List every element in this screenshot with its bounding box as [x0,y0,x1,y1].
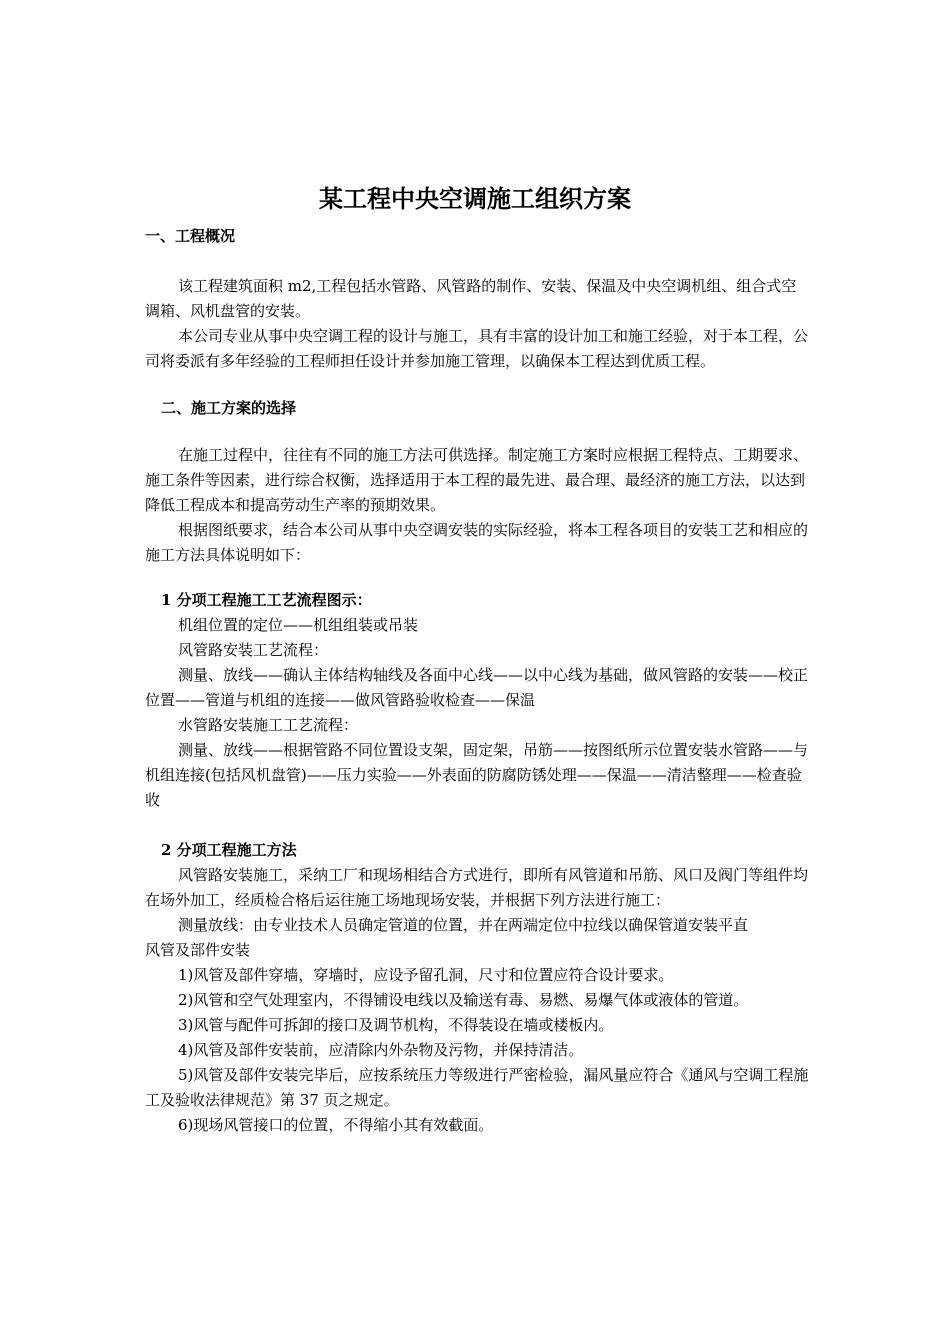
paragraph: 在施工过程中，往往有不同的施工方法可供选择。制定施工方案时应根据工程特点、工期要求、施工条件等因素，进行综合权衡，选择适用于本工程的最先进、最合理、最经济的施工方法，以达到降低工程成本和提高劳动生产率的预期效果。 [145,446,809,514]
subsection-heading-methods: 2 分项工程施工方法 [161,841,297,859]
document-body [145,224,810,1138]
process-line: 风管路安装工艺流程： [178,641,329,659]
section-heading-overview: 一、工程概况 [145,227,236,245]
list-item: 2)风管和空气处理室内，不得铺设电线以及输送有毒、易燃、易爆气体或液体的管道。 [178,991,749,1009]
process-line: 水管路安装施工工艺流程： [178,716,359,734]
paragraph: 根据图纸要求，结合本公司从事中央空调安装的实际经验，将本工程各项目的安装工艺和相应的施工方法具体说明如下： [145,521,809,564]
list-item: 3)风管与配件可拆卸的接口及调节机构，不得装设在墙或楼板内。 [178,1016,614,1034]
paragraph: 风管及部件安装 [145,941,251,959]
list-item: 4)风管及部件安装前，应清除内外杂物及污物，并保持清洁。 [178,1041,584,1059]
paragraph: 该工程建筑面积 m2,工程包括水管路、风管路的制作、安装、保温及中央空调机组、组合式空调箱、风机盘管的安装。 [145,277,797,320]
process-line: 测量、放线——确认主体结构轴线及各面中心线——以中心线为基础，做风管路的安装——校正位置——管道与机组的连接——做风管路验收检查——保温 [145,666,809,709]
paragraph: 风管路安装施工，采纳工厂和现场相结合方式进行，即所有风管道和吊筋、风口及阀门等组件均在场外加工，经质检合格后运往施工场地现场安装，并根据下列方法进行施工： [145,866,809,909]
list-item: 5)风管及部件安装完毕后，应按系统压力等级进行严密检验，漏风量应符合《通风与空调工程施工及验收法律规范》第 37 页之规定。 [145,1066,809,1109]
process-line: 机组位置的定位——机组组装或吊装 [178,616,419,634]
document-title: 某工程中央空调施工组织方案 [319,184,631,213]
subsection-heading-process: 1 分项工程施工工艺流程图示： [161,591,372,609]
list-item: 1)风管及部件穿墙，穿墙时，应设予留孔洞，尺寸和位置应符合设计要求。 [178,966,674,984]
process-line: 测量、放线——根据管路不同位置设支架，固定架，吊筋——按图纸所示位置安装水管路——与机组连接(包括风机盘管)——压力实验——外表面的防腐防锈处理——保温——清洁整理——检查验收 [145,741,809,809]
paragraph: 测量放线：由专业技术人员确定管道的位置，并在两端定位中拉线以确保管道安装平直 [178,916,749,934]
list-item: 6)现场风管接口的位置，不得缩小其有效截面。 [178,1116,494,1134]
paragraph: 本公司专业从事中央空调工程的设计与施工，具有丰富的设计加工和施工经验，对于本工程，公司将委派有多年经验的工程师担任设计并参加施工管理，以确保本工程达到优质工程。 [145,327,809,370]
section-heading-plan: 二、施工方案的选择 [161,399,297,417]
